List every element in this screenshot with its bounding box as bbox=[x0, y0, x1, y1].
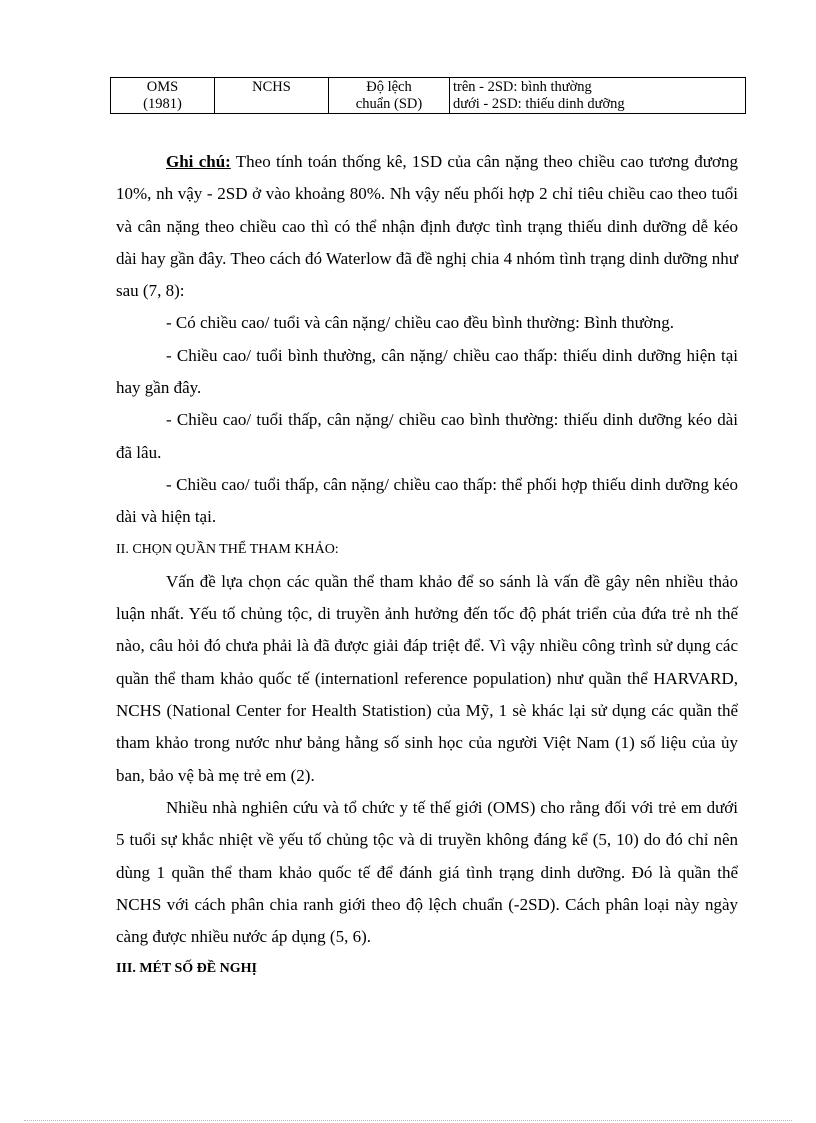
group-item: - Chiều cao/ tuổi thấp, cân nặng/ chiều cao thấp: thể phối hợp thiếu dinh dưỡng kéo dài và hiện tại. bbox=[116, 474, 738, 527]
section-3-heading: III. MÉT SỐ ĐỀ NGHỊ bbox=[116, 961, 257, 977]
threshold-line-1: trên - 2SD: bình thường bbox=[453, 79, 592, 95]
note-label: Ghi chú: bbox=[166, 152, 231, 171]
note-text: Theo tính toán thống kê, 1SD của cân nặng theo chiều cao tương đương 10%, nh vậy - 2SD ở vào khoảng 80%. Nh vậy nếu phối hợp 2 chỉ tiêu chiều cao theo tuổi và cân nặng theo chiều cao thì có thể nhận định được tình trạng thiếu dinh dưỡng dễ kéo dài hay gần đây. Theo cách đó Waterlow đã đề nghị chia 4 nhóm tình trạng dinh dưỡng như sau (7, 8): bbox=[116, 152, 738, 301]
group-item: - Chiều cao/ tuổi thấp, cân nặng/ chiều cao bình thường: thiếu dinh dưỡng kéo dài đã lâu. bbox=[116, 410, 738, 462]
reference-cell bbox=[111, 78, 215, 114]
reference-line-2: (1981) bbox=[143, 96, 182, 112]
reference-line-1: OMS bbox=[146, 79, 179, 95]
threshold-line-2: dưới - 2SD: thiếu dinh dưỡng bbox=[453, 96, 625, 112]
measure-line-2: chuẩn (SD) bbox=[355, 96, 423, 112]
section-2-paragraph: Nhiều nhà nghiên cứu và tổ chức y tế thế giới (OMS) cho rằng đối với trẻ em dưới 5 tuổi sự khắc nhiệt về yếu tố chủng tộc và di truyền không đáng kể (5, 10) do đó chỉ nên dùng 1 quần thể tham khảo quốc tế để đánh giá tình trạng dinh dưỡng. Đó là quần thể NCHS với cách phân chia ranh giới theo độ lệch chuẩn (-2SD). Cách phân loại này ngày càng được nhiều nước áp dụng (5, 6). bbox=[116, 797, 738, 947]
threshold-cell bbox=[450, 78, 746, 114]
table-row bbox=[111, 78, 746, 114]
measure-line-1: Độ lệch bbox=[366, 79, 412, 95]
section-2-heading: II. CHỌN QUẦN THỂ THAM KHẢO: bbox=[116, 541, 339, 557]
body-text bbox=[116, 146, 738, 986]
group-item: - Có chiều cao/ tuổi và cân nặng/ chiều cao đều bình thường: Bình thường. bbox=[166, 313, 675, 333]
note-paragraph bbox=[116, 146, 738, 307]
population-cell bbox=[215, 78, 329, 114]
section-2-paragraph: Vấn đề lựa chọn các quần thể tham khảo để so sánh là vấn đề gây nên nhiều thảo luận nhất. Yếu tố chủng tộc, di truyền ảnh hưởng đến tốc độ phát triển của đứa trẻ nh thế nào, câu hỏi đó chưa phải là đã được giải đáp triệt để. Vì vậy nhiều công trình sử dụng các quần thể tham khảo quốc tế (internationl reference population) như quần thể HARVARD, NCHS (National Center for Health Statistion) của Mỹ, 1 sè khác lại sử dụng các quần thể tham khảo trong nước như bảng hằng số sinh học của người Việt Nam (1) số liệu của ủy ban, bảo vệ bà mẹ trẻ em (2). bbox=[116, 571, 738, 785]
population-text: NCHS bbox=[252, 79, 291, 95]
page-bottom-divider bbox=[24, 1120, 792, 1121]
group-item: - Chiều cao/ tuổi bình thường, cân nặng/ chiều cao thấp: thiếu dinh dưỡng hiện tại hay gần đây. bbox=[116, 345, 738, 398]
measure-cell bbox=[329, 78, 450, 114]
classification-table bbox=[110, 77, 746, 114]
